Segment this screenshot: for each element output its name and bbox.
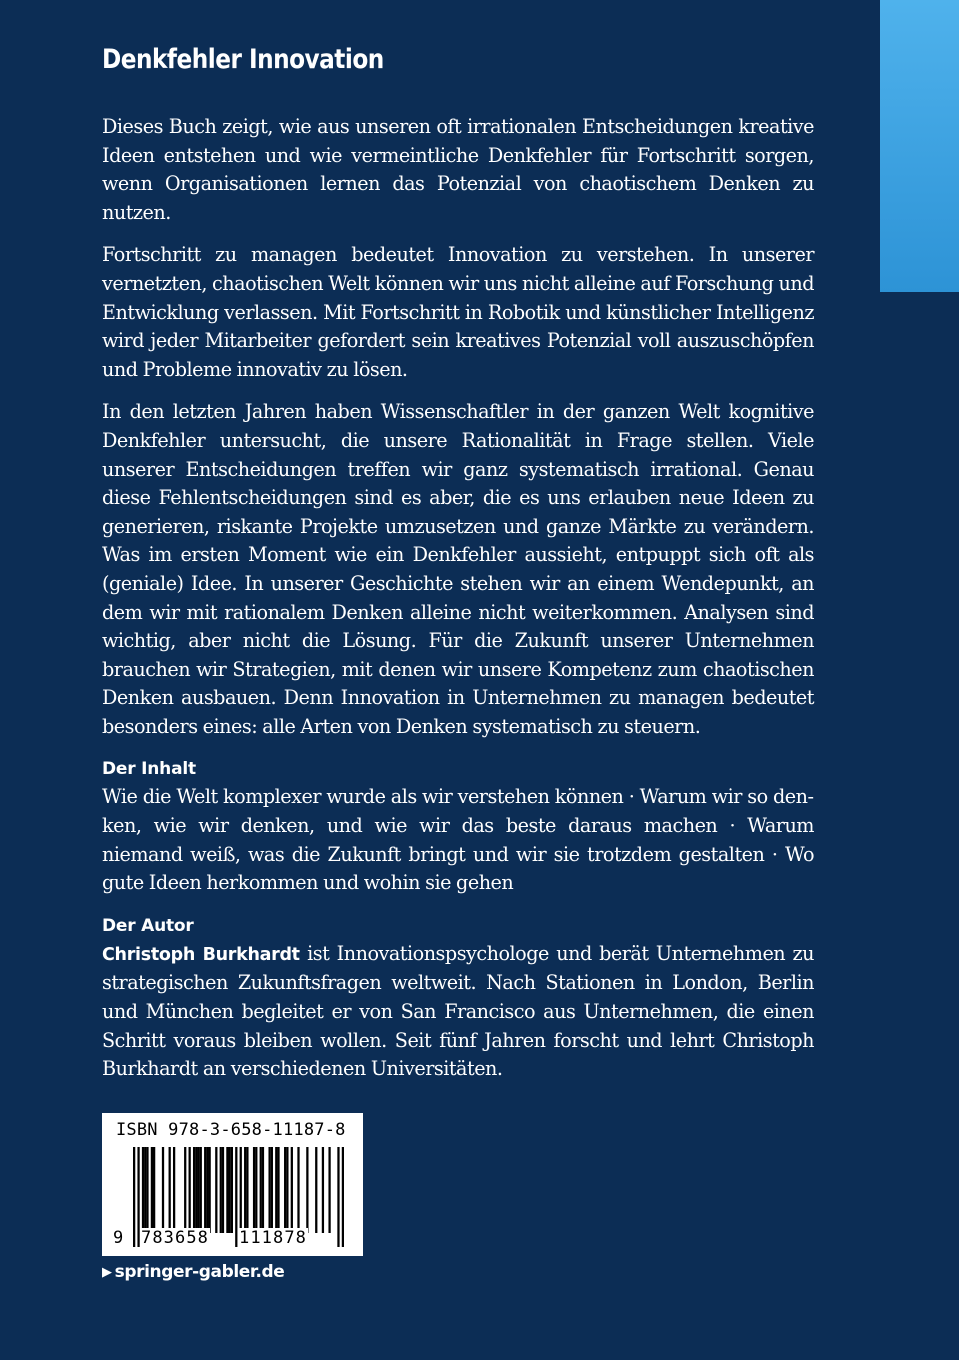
arrow-right-icon: ▶ — [102, 1265, 112, 1280]
barcode-bar — [322, 1147, 324, 1233]
barcode-bar — [246, 1147, 248, 1233]
accent-bar — [880, 0, 959, 292]
barcode-bar — [204, 1147, 206, 1233]
barcode-bar — [169, 1147, 171, 1233]
barcode-bar — [144, 1147, 146, 1233]
barcode-bar — [184, 1147, 186, 1233]
barcode-bar — [337, 1147, 339, 1247]
barcode-bar — [226, 1147, 228, 1233]
barcode-bar — [189, 1147, 191, 1233]
barcode-bar — [146, 1147, 148, 1233]
book-title: Denkfehler Innovation — [102, 44, 384, 75]
barcode-bar — [151, 1147, 153, 1233]
contents-text: Wie die Welt komplexer wurde als wir verstehen können · Warum wir so denken, wie wir denken, und wie wir das beste daraus machen · Warum niemand weiß, was die Zukunft bringt und wir sie trotzdem gestalten · Wo gute Ideen herkommen und wohin sie gehen — [102, 785, 814, 895]
barcode-bar — [328, 1147, 330, 1233]
barcode-bar — [275, 1147, 277, 1233]
barcode-bar — [229, 1147, 231, 1233]
barcode-bar — [222, 1147, 224, 1233]
barcode-bar — [200, 1147, 202, 1233]
barcode-bar — [206, 1147, 208, 1233]
barcode-bar — [255, 1147, 257, 1233]
ean-left-group: 783658 — [141, 1228, 210, 1248]
barcode-bar — [262, 1147, 264, 1233]
barcode-bar — [315, 1147, 317, 1233]
cover-text-block — [102, 44, 814, 1098]
barcode-bar — [215, 1147, 217, 1233]
barcode-bar — [220, 1147, 222, 1233]
author-name: Christoph Burkhardt — [102, 944, 300, 965]
barcode-bar — [268, 1147, 270, 1233]
barcode-bar — [260, 1147, 262, 1233]
barcode-bar — [195, 1147, 197, 1233]
isbn-label: ISBN 978-3-658-11187-8 — [116, 1120, 346, 1140]
publisher-link[interactable] — [102, 1262, 284, 1282]
blurb-paragraph-2: Fortschritt zu managen bedeutet Innovation zu verstehen. In unserer vernetzten, chaotischen Welt können wir uns nicht alleine auf Forschung und Entwicklung verlassen. Mit Fortschritt in Robotik und künstlicher Intelligenz wird jeder Mitarbeiter gefordert sein kreatives Potenzial voll auszuschöpfen und Probleme innovativ zu lösen. — [102, 243, 814, 381]
blurb-paragraph-1: Dieses Buch zeigt, wie aus unseren oft irrationalen Entscheidungen kreative Ideen entstehen und wie vermeintliche Denkfehler für Fortschritt sorgen, wenn Organisationen lernen das Potenzial von chaotischem Denken zu nutzen. — [102, 115, 814, 224]
author-heading: Der Autor — [102, 915, 194, 936]
barcode-bar — [271, 1147, 273, 1233]
blurb-paragraph-3: In den letzten Jahren haben Wissenschaftler in der ganzen Welt kognitive Denkfehler untersucht, die unsere Rationalität in Frage stellen. Viele unserer Entscheidungen treffen wir ganz systematisch irrational. Genau diese Fehlentscheidungen sind es aber, die es uns erlauben neue Ideen zu generieren, riskante Projekte umzusetzen und ganze Märkte zu verändern. Was im ersten Moment wie ein Denkfehler aussieht, entpuppt sich oft als (geniale) Idee. In unserer Geschichte stehen wir an einem Wendepunkt, an dem wir mit rationalem Denken alleine nicht weiterkommen. Analysen sind wichtig, aber nicht die Lösung. Für die Zukunft unserer Unternehmen brauchen wir Strategien, mit denen wir unsere Kompetenz zum chaotischen Denken ausbauen. Denn Innovation in Unternehmen zu managen bedeutet besonders eines: alle Arten von Denken systematisch zu steuern. — [102, 400, 814, 738]
barcode-bar — [253, 1147, 255, 1233]
barcode-bar — [231, 1147, 233, 1233]
isbn-barcode — [102, 1113, 363, 1256]
barcode-bar — [142, 1147, 144, 1233]
ean-right-group: 111878 — [239, 1228, 308, 1248]
ean-first-digit: 9 — [113, 1228, 124, 1248]
author-bio-text: ist Innovationspsychologe und berät Unternehmen zu strategischen Zukunftsfragen weltweit. Nach Stationen in London, Berlin und München begleitet er von San Francisco aus Unternehmen, die einen Schritt voraus bleiben wollen. Seit fünf Jahren forscht und lehrt Christoph Burkhardt an verschiedenen Universitäten. — [102, 941, 814, 1081]
contents-heading: Der Inhalt — [102, 759, 196, 780]
barcode-bar — [162, 1147, 164, 1233]
publisher-url: springer-gabler.de — [114, 1262, 285, 1282]
barcode-bar — [133, 1147, 135, 1247]
barcode-bar — [297, 1147, 299, 1233]
barcode-bar — [197, 1147, 199, 1233]
barcode-bar — [342, 1147, 344, 1247]
barcode-bar — [193, 1147, 195, 1233]
barcode-bar — [277, 1147, 279, 1233]
barcode-bar — [173, 1147, 175, 1233]
barcode-bar — [153, 1147, 155, 1233]
barcode-bar — [291, 1147, 293, 1233]
barcode-bar — [306, 1147, 308, 1233]
author-bio — [102, 940, 814, 1084]
barcode-bar — [284, 1147, 286, 1233]
barcode-bar — [244, 1147, 246, 1233]
barcode-bar — [286, 1147, 288, 1233]
barcode-bar — [209, 1147, 211, 1233]
